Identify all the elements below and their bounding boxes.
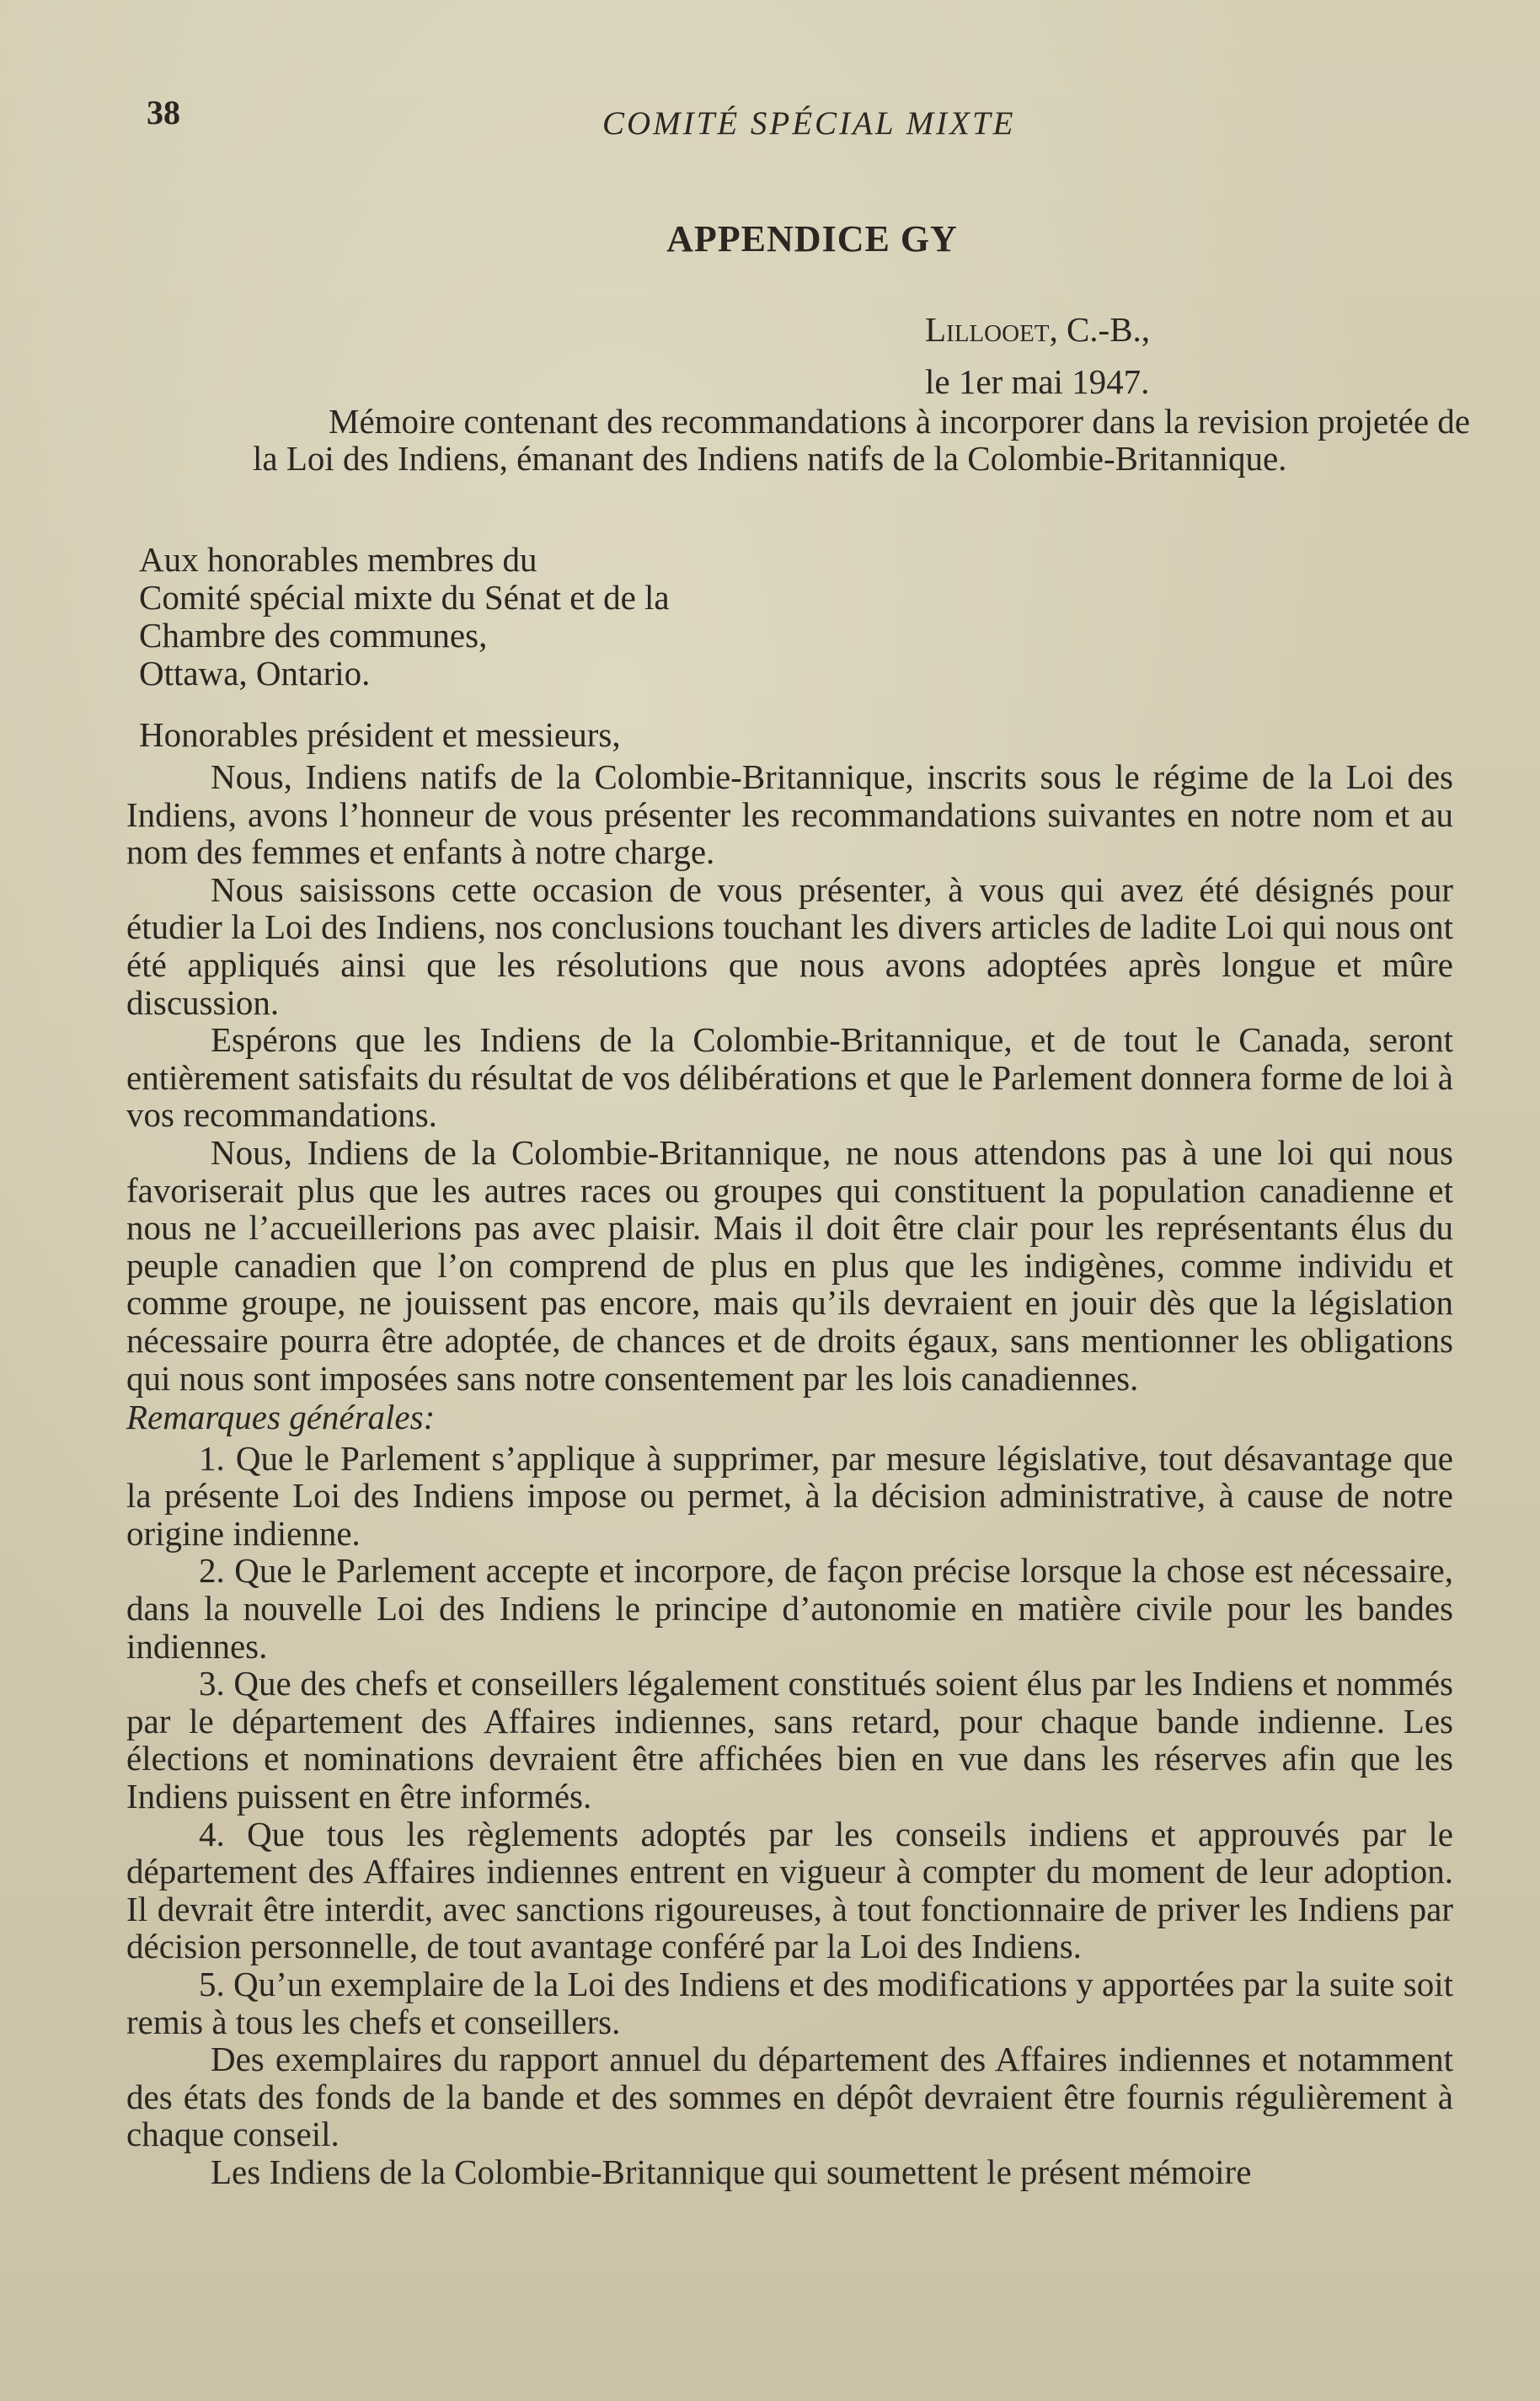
running-header — [143, 93, 1491, 143]
paragraph: Nous, Indiens de la Colombie-Britannique, ne nous attendons pas à une loi qui nous favoriserait plus que les autres races ou groupes qui constituent la population canadienne et nous ne l’accueillerions pas avec plaisir. Mais il doit être clair pour les représentants élus du peuple canadien que l’on comprend de plus en plus que les indigènes, comme individu et comme groupe, ne jouissent pas encore, mais qu’ils devraient en jouir dès que la législation nécessaire pourra être adoptée, de chances et de droits égaux, sans mentionner les obligations qui nous sont imposées sans notre consentement par les lois canadiennes. — [126, 1132, 1453, 1398]
salutation: Honorables président et messieurs, — [139, 715, 621, 754]
address-line: Comité spécial mixte du Sénat et de la — [139, 578, 670, 617]
address-line: Chambre des communes, — [139, 616, 488, 655]
paragraph: Des exemplaires du rapport annuel du département des Affaires indiennes et notamment des états des fonds de la bande et des sommes en dépôt devraient être fournis régulièrement à chaque conseil. — [126, 2040, 1453, 2154]
address-line: Aux honorables membres du — [139, 540, 537, 579]
numbered-remark: 4. Que tous les règlements adoptés par les conseils indiens et approuvés par le département des Affaires indiennes entrent en vigueur à compter du moment de leur adoption. Il devrait être interdit, avec sanctions rigoureuses, à tout fonctionnaire de priver les Indiens par décision personnelle, de tout avantage conféré par la Loi des Indiens. — [126, 1814, 1453, 1966]
memo-intro — [253, 403, 1470, 477]
paragraph: Nous, Indiens natifs de la Colombie-Britannique, inscrits sous le régime de la Loi des Indiens, avons l’honneur de vous présenter les recommandations suivantes en notre nom et au nom des femmes et enfants à notre charge. — [126, 757, 1453, 872]
running-title: COMITÉ SPÉCIAL MIXTE — [602, 105, 1016, 142]
appendix-title: APPENDICE GY — [666, 218, 958, 259]
numbered-remark: 1. Que le Parlement s’applique à supprimer, par mesure législative, tout désavantage que la présente Loi des Indiens impose ou permet, à la décision administrative, à cause de notre origine indienne. — [126, 1438, 1453, 1553]
memo-intro-text: Mémoire contenant des recommandations à incorporer dans la revision projetée de la Loi des Indiens, émanant des Indiens natifs de la Colombie-Britannique. — [253, 402, 1470, 478]
remarks-heading: Remarques générales: — [126, 1398, 436, 1437]
paragraph: Nous saisissons cette occasion de vous présenter, à vous qui avez été désignés pour étudier la Loi des Indiens, nos conclusions touchant les divers articles de ladite Loi qui nous ont été appliqués ainsi que les résolutions que nous avons adoptées après longue et mûre discussion. — [126, 869, 1453, 1022]
numbered-remark: 5. Qu’un exemplaire de la Loi des Indiens et des modifications y apportées par la suite soit remis à tous les chefs et conseillers. — [126, 1965, 1453, 2041]
body-text — [126, 758, 1453, 2191]
place-line: Lillooet, C.-B., — [925, 310, 1151, 349]
paragraph: Espérons que les Indiens de la Colombie-Britannique, et de tout le Canada, seront entièrement satisfaits du résultat de vos délibérations et que le Parlement donnera forme de loi à vos recommandations. — [126, 1020, 1453, 1135]
address-block — [139, 541, 670, 692]
paragraph: Les Indiens de la Colombie-Britannique qui soumettent le présent mémoire — [211, 2152, 1252, 2191]
numbered-remark: 2. Que le Parlement accepte et incorpore, de façon précise lorsque la chose est nécessaire, dans la nouvelle Loi des Indiens le principe d’autonomie en matière civile pour les bandes indiennes. — [126, 1551, 1453, 1666]
numbered-remark: 3. Que des chefs et conseillers légalement constitués soient élus par les Indiens et nommés par le département des Affaires indiennes, sans retard, pour chaque bande indienne. Les élections et nominations devraient être affichées bien en vue dans les réserves afin que les Indiens puissent en être informés. — [126, 1664, 1453, 1816]
address-line: Ottawa, Ontario. — [139, 654, 371, 692]
page-number: 38 — [147, 94, 180, 131]
date-line: le 1er mai 1947. — [925, 362, 1150, 401]
place-date — [925, 303, 1150, 408]
